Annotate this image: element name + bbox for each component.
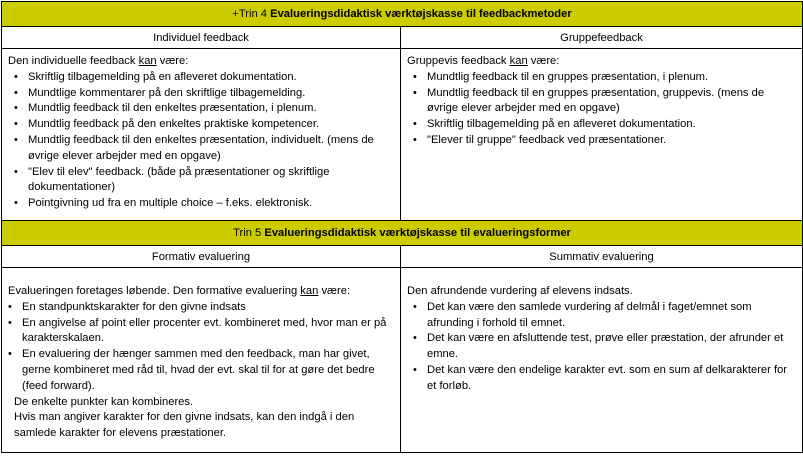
- list-item: • "Elever til gruppe" feedback ved præsentationer.: [421, 133, 798, 149]
- list-item: • Skriftlig tilbagemelding på en afleveret dokumentation.: [22, 70, 396, 86]
- summative-evaluation-list: [407, 300, 798, 395]
- summative-evaluation-header: Summativ evaluering: [401, 246, 803, 268]
- list-item: • Det kan være den samlede vurdering af delmål i faget/emnet som afrunding i forhold til emnet.: [421, 300, 798, 332]
- individual-feedback-list: [8, 70, 396, 212]
- list-item: • En standpunktskarakter for den givne indsats: [16, 300, 396, 316]
- list-item: • "Elev til elev" feedback. (både på præsentationer og skriftlige dokumentationer): [22, 165, 396, 197]
- trin4-banner-title: Evalueringsdidaktisk værktøjskasse til feedbackmetoder: [270, 8, 572, 20]
- evaluation-toolbox-table: [1, 1, 803, 453]
- list-item: • Det kan være en afsluttende test, prøve eller præstation, der afrunder et emne.: [421, 331, 798, 363]
- list-item: • Mundtlig feedback til den enkeltes præsentation, individuelt. (mens de øvrige elever arbejder med en opgave): [22, 133, 396, 165]
- formative-evaluation-intro: Evalueringen foretages løbende. Den formative evaluering kan være:: [8, 285, 351, 297]
- group-feedback-cell: [401, 49, 803, 221]
- formative-grade-note: Hvis man angiver karakter for den givne indsats, kan den indgå i den samlede karakter for elevens præstationer.: [14, 411, 355, 440]
- group-feedback-intro: Gruppevis feedback kan være:: [407, 55, 560, 67]
- formative-evaluation-header: Formativ evaluering: [2, 246, 401, 268]
- formative-combine-note: De enkelte punkter kan kombineres.: [14, 395, 194, 408]
- formative-evaluation-list: [8, 300, 396, 395]
- list-item: • Det kan være den endelige karakter evt. som en sum af delkarakterer for et forløb.: [421, 363, 798, 395]
- list-item: • Skriftlig tilbagemelding på en afleveret dokumentation.: [421, 117, 798, 133]
- individual-feedback-cell: [2, 49, 401, 221]
- list-item: • Pointgivning ud fra en multiple choice – f.eks. elektronisk.: [22, 196, 396, 212]
- list-item: • Mundtlig feedback på den enkeltes praktiske kompetencer.: [22, 117, 396, 133]
- list-item: • En angivelse af point eller procenter evt. kombineret med, hvor man er på karakterskalaen.: [16, 316, 396, 348]
- list-item: • En evaluering der hænger sammen med den feedback, man har givet, gerne kombineret med råd til, hvad der evt. skal til for at gøre det bedre (feed forward).: [16, 347, 396, 394]
- summative-evaluation-cell: [401, 268, 803, 453]
- summative-evaluation-intro: Den afrundende vurdering af elevens indsats.: [407, 285, 633, 297]
- trin4-banner-prefix: +Trin 4: [232, 8, 271, 20]
- trin5-banner-title: Evalueringsdidaktisk værktøjskasse til evalueringsformer: [264, 227, 571, 239]
- individual-feedback-header: Individuel feedback: [2, 27, 401, 49]
- trin5-banner: [2, 221, 803, 246]
- list-item: • Mundtlige kommentarer på den skriftlige tilbagemelding.: [22, 86, 396, 102]
- trin4-banner: [2, 2, 803, 27]
- list-item: • Mundtlig feedback til en gruppes præsentation, gruppevis. (mens de øvrige elever arbejder med en opgave): [421, 86, 798, 118]
- group-feedback-header: Gruppefeedback: [401, 27, 803, 49]
- list-item: • Mundtlig feedback til den enkeltes præsentation, i plenum.: [22, 101, 396, 117]
- individual-feedback-intro: Den individuelle feedback kan være:: [8, 55, 189, 67]
- group-feedback-list: [407, 70, 798, 149]
- formative-evaluation-cell: [2, 268, 401, 453]
- trin5-banner-prefix: Trin 5: [233, 227, 265, 239]
- list-item: • Mundtlig feedback til en gruppes præsentation, i plenum.: [421, 70, 798, 86]
